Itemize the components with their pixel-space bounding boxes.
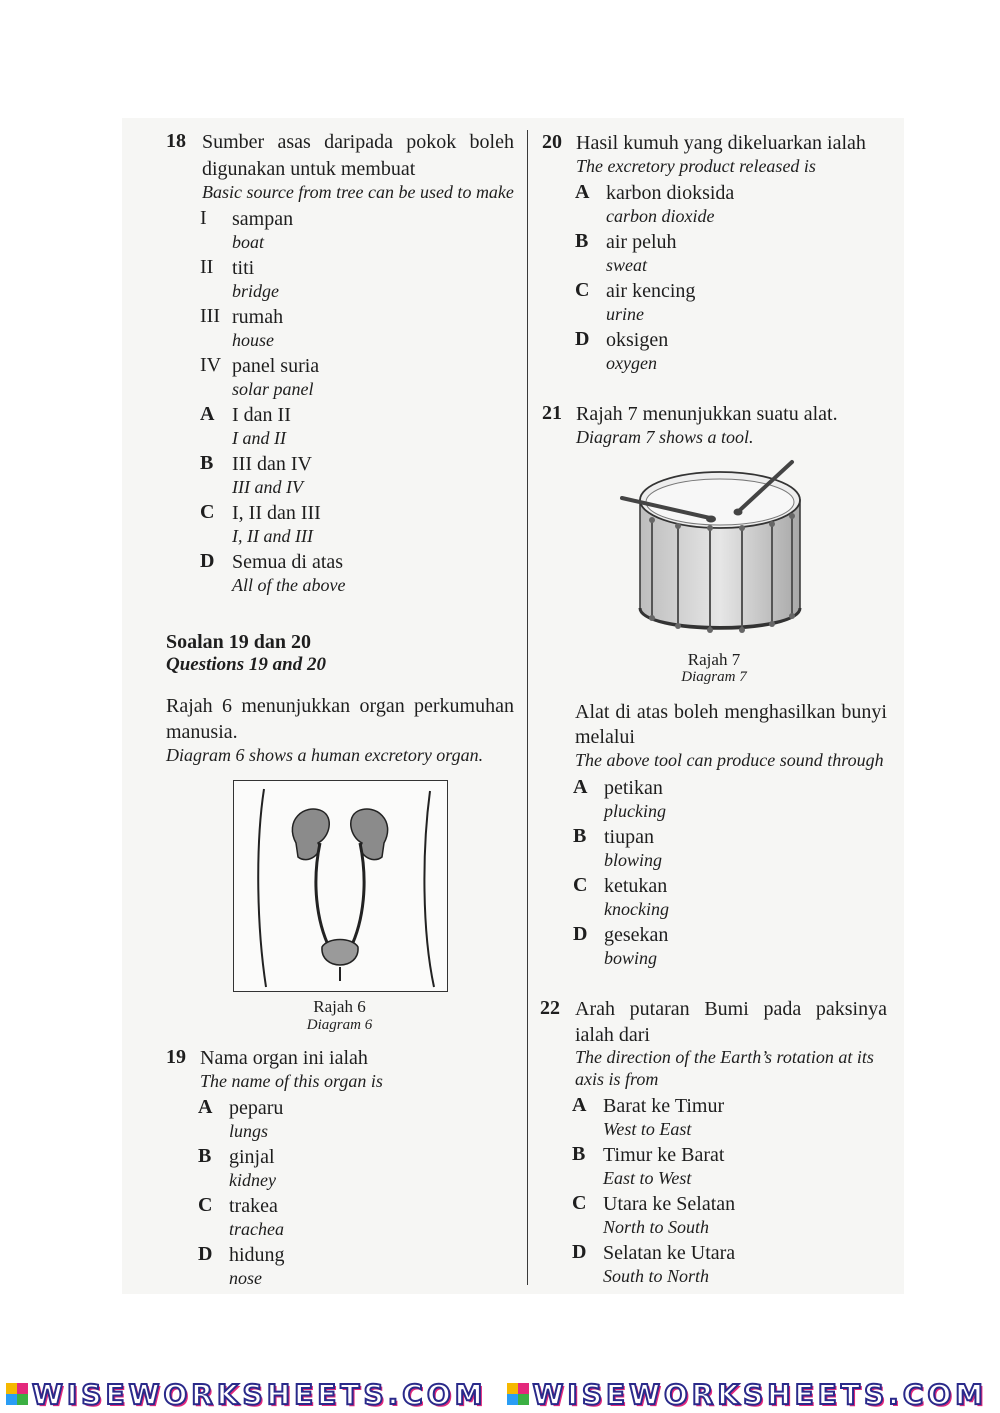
q20-option-c[interactable] [606, 279, 695, 325]
excretory-organ-illustration [234, 781, 447, 991]
q21-option-b-letter[interactable]: B [573, 825, 587, 847]
q18-option-d-english: All of the above [232, 575, 346, 595]
q18-item-2 [232, 256, 279, 302]
q20-option-a[interactable] [606, 181, 734, 227]
question-20-text: Hasil kumuh yang dikeluarkan ialah [576, 132, 866, 154]
q18-item-3-english: house [232, 330, 274, 350]
section-intro-line1: Rajah 6 menunjukkan organ perkumuhan [166, 695, 514, 717]
right-ureter [350, 843, 364, 949]
q20-option-a-letter[interactable]: A [575, 181, 590, 203]
q18-item-1-roman: I [200, 207, 207, 229]
brand-logo-2[interactable] [507, 1378, 988, 1411]
q19-option-d-malay: hidung [229, 1244, 285, 1266]
question-19-text: Nama organ ini ialah [200, 1047, 368, 1069]
body-outline-right [424, 791, 434, 987]
brand-name-2: WISEWORKSHEETS.COM [532, 1377, 988, 1411]
q19-option-d-letter[interactable]: D [198, 1243, 213, 1265]
q18-item-2-roman: II [200, 256, 214, 278]
q19-option-a-malay: peparu [229, 1097, 284, 1119]
q19-option-a[interactable] [229, 1096, 283, 1142]
question-19-text-english: The name of this organ is [200, 1071, 383, 1091]
q18-item-1 [232, 207, 293, 253]
q18-option-b-letter[interactable]: B [200, 452, 214, 474]
q21-option-d-english: bowing [604, 948, 658, 968]
q22-option-c-malay: Utara ke Selatan [603, 1193, 736, 1215]
diagram-7-caption: Rajah 7 [687, 650, 741, 669]
q19-option-b[interactable] [229, 1145, 276, 1191]
q22-option-d-malay: Selatan ke Utara [603, 1242, 736, 1264]
q21-option-d-malay: gesekan [604, 924, 669, 946]
q22-option-d-english: South to North [603, 1266, 710, 1286]
q20-option-b-letter[interactable]: B [575, 230, 589, 252]
q21-option-b[interactable] [604, 825, 662, 871]
q21-option-a-letter[interactable]: A [573, 776, 588, 798]
q21-option-b-malay: tiupan [604, 826, 654, 848]
q21-option-c-english: knocking [604, 899, 669, 919]
q18-option-a-english: I and II [232, 428, 286, 448]
question-22-number: 22 [540, 997, 560, 1019]
q19-option-c-malay: trakea [229, 1195, 278, 1217]
question-20-number: 20 [542, 131, 562, 153]
question-21-text-english: Diagram 7 shows a tool. [576, 427, 754, 447]
body-outline-left [258, 789, 266, 987]
brand-mark-icon-2 [507, 1383, 529, 1405]
diagram-6-caption: Rajah 6 [313, 997, 366, 1016]
q21-option-b-english: blowing [604, 850, 663, 870]
q20-option-c-malay: air kencing [606, 280, 696, 302]
diagram-6-caption-english: Diagram 6 [306, 1017, 373, 1033]
q22-option-a-malay: Barat ke Timur [603, 1095, 725, 1117]
q22-option-d[interactable] [603, 1241, 735, 1287]
q22-option-b[interactable] [603, 1143, 724, 1189]
drumstick-left-tip [706, 516, 716, 523]
question-18-number: 18 [166, 130, 186, 152]
left-ureter [316, 843, 330, 949]
q22-option-b-letter[interactable]: B [572, 1143, 586, 1165]
q21-option-c[interactable] [604, 874, 669, 920]
q20-option-d-letter[interactable]: D [575, 328, 590, 350]
column-divider [527, 130, 528, 1285]
q22-option-c-english: North to South [603, 1217, 710, 1237]
right-kidney-icon [351, 809, 388, 860]
q22-option-b-malay: Timur ke Barat [603, 1144, 725, 1166]
q18-item-4 [232, 354, 319, 400]
section-intro-english: Diagram 6 shows a human excretory organ. [166, 745, 484, 765]
q19-option-b-english: kidney [229, 1170, 276, 1190]
q19-option-c[interactable] [229, 1194, 284, 1240]
question-21-stem-line1: Alat di atas boleh menghasilkan bunyi [575, 701, 887, 723]
q18-option-d-letter[interactable]: D [200, 550, 215, 572]
q20-option-a-english: carbon dioxide [606, 206, 715, 226]
q22-option-a-letter[interactable]: A [572, 1094, 587, 1116]
question-22-text-english-line1: The direction of the Earth’s rotation at its [575, 1047, 874, 1067]
q21-option-c-malay: ketukan [604, 875, 668, 897]
q18-item-3-malay: rumah [232, 306, 284, 328]
diagram-7-caption-english: Diagram 7 [681, 669, 747, 685]
q19-option-a-letter[interactable]: A [198, 1096, 213, 1118]
q18-option-a[interactable] [232, 403, 291, 449]
question-22-text-line1: Arah putaran Bumi pada paksinya [575, 998, 887, 1020]
q18-option-b-english: III and IV [232, 477, 303, 497]
brand-name: WISEWORKSHEETS.COM [32, 1377, 487, 1411]
diagram-7-drum [618, 458, 818, 648]
left-kidney-icon [292, 809, 329, 860]
question-20-text-english: The excretory product released is [576, 156, 816, 176]
q20-option-d-english: oxygen [606, 353, 657, 373]
q22-option-c-letter[interactable]: C [572, 1192, 587, 1214]
q22-option-a-english: West to East [603, 1119, 692, 1139]
q21-option-d-letter[interactable]: D [573, 923, 588, 945]
diagram-6-frame [233, 780, 448, 992]
q22-option-b-english: East to West [603, 1168, 692, 1188]
question-18-text-line2: digunakan untuk membuat [202, 158, 416, 180]
q18-item-3-roman: III [200, 305, 220, 327]
drum-icon [618, 458, 818, 648]
question-18-text-english: Basic source from tree can be used to make [202, 182, 514, 202]
section-heading-english: Questions 19 and 20 [166, 654, 326, 675]
q18-option-b[interactable] [232, 452, 312, 498]
question-22-text-line2: ialah dari [575, 1024, 650, 1046]
bladder-icon [322, 940, 358, 966]
q18-option-b-malay: III dan IV [232, 453, 312, 475]
drumstick-right-tip [734, 509, 743, 516]
q22-option-a[interactable] [603, 1094, 724, 1140]
q20-option-c-english: urine [606, 304, 644, 324]
q19-option-a-english: lungs [229, 1121, 269, 1141]
q22-option-c[interactable] [603, 1192, 735, 1238]
section-intro-line2: manusia. [166, 721, 238, 743]
q18-item-2-malay: titi [232, 257, 255, 279]
q18-item-2-english: bridge [232, 281, 279, 301]
brand-mark-icon [6, 1383, 28, 1405]
q18-item-4-malay: panel suria [232, 355, 320, 377]
q21-option-a-malay: petikan [604, 777, 663, 799]
q19-option-d-english: nose [229, 1268, 262, 1288]
q18-item-4-english: solar panel [232, 379, 314, 399]
q18-option-c-letter[interactable]: C [200, 501, 215, 523]
q18-item-4-roman: IV [200, 354, 222, 376]
q19-option-d[interactable] [229, 1243, 285, 1289]
q20-option-c-letter[interactable]: C [575, 279, 590, 301]
question-19-number: 19 [166, 1046, 186, 1068]
q18-item-3 [232, 305, 283, 351]
q21-option-a-english: plucking [604, 801, 666, 821]
q18-option-d-malay: Semua di atas [232, 551, 344, 573]
question-21-stem-line2: melalui [575, 726, 635, 748]
q18-item-1-english: boat [232, 232, 265, 252]
q20-option-d[interactable] [606, 328, 668, 374]
q21-option-c-letter[interactable]: C [573, 874, 588, 896]
q21-option-d[interactable] [604, 923, 668, 969]
q21-option-a[interactable] [604, 776, 666, 822]
footer-watermark [0, 1375, 1000, 1413]
q20-option-b[interactable] [606, 230, 677, 276]
q18-option-c-malay: I, II dan III [232, 502, 321, 524]
q20-option-b-malay: air peluh [606, 231, 677, 253]
q20-option-a-malay: karbon dioksida [606, 182, 735, 204]
q19-option-c-english: trachea [229, 1219, 284, 1239]
q18-option-a-letter[interactable]: A [200, 403, 215, 425]
q18-option-a-malay: I dan II [232, 404, 291, 426]
q18-option-d[interactable] [232, 550, 345, 596]
question-21-text: Rajah 7 menunjukkan suatu alat. [576, 403, 838, 425]
brand-logo-1[interactable] [6, 1378, 487, 1411]
section-heading: Soalan 19 dan 20 [166, 631, 312, 653]
q19-option-b-malay: ginjal [229, 1146, 275, 1168]
q18-option-c-english: I, II and III [232, 526, 313, 546]
q20-option-d-malay: oksigen [606, 329, 669, 351]
question-21-number: 21 [542, 402, 562, 424]
q22-option-d-letter[interactable]: D [572, 1241, 587, 1263]
q20-option-b-english: sweat [606, 255, 648, 275]
question-22-text-english-line2: axis is from [575, 1069, 659, 1089]
q19-option-b-letter[interactable]: B [198, 1145, 212, 1167]
q18-option-c[interactable] [232, 501, 321, 547]
q19-option-c-letter[interactable]: C [198, 1194, 213, 1216]
q18-item-1-malay: sampan [232, 208, 294, 230]
question-21-stem-english: The above tool can produce sound through [575, 750, 884, 770]
drum-head-inner [646, 479, 794, 525]
question-18-text-line1: Sumber asas daripada pokok boleh [202, 131, 514, 153]
